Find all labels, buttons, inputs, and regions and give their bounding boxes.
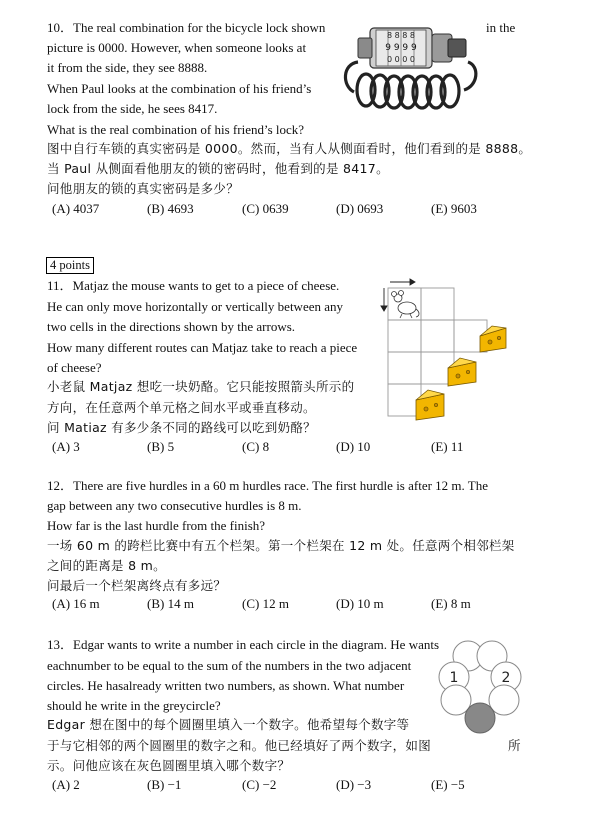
q11-option-b: (B) 5 (147, 439, 175, 454)
q11-text-line-1: 11．Matjaz the mouse wants to get to a piece of cheese. (47, 278, 340, 293)
q12-cn-line-1: 一场 60 m 的跨栏比赛中有五个栏架。第一个栏架在 12 m 处。任意两个相邻栏架 (47, 538, 515, 553)
q10-option-d: (D) 0693 (336, 201, 384, 216)
q12-option-e: (E) 8 m (431, 596, 471, 611)
lock-digits-bot: 0 0 0 0 (387, 55, 415, 64)
q10-option-a: (A) 4037 (52, 201, 100, 216)
cheese-icon (480, 326, 506, 352)
points-label: 4 points (46, 257, 94, 274)
q10-option-e: (E) 9603 (431, 201, 477, 216)
q12-cn-line-3: 问最后一个栏架离终点有多远？ (47, 578, 227, 593)
q10-text-line-3: it from the side, they see 8888. (47, 60, 208, 75)
q12-option-c: (C) 12 m (242, 596, 289, 611)
q10-text-line-5: lock from the side, he sees 8417. (47, 101, 218, 116)
q10-text-line-4: When Paul looks at the combination of his friend’s (47, 81, 312, 96)
q13-cn-line-1: Edgar 想在图中的每个圆圈里填入一个数字。他希望每个数字等 (47, 717, 410, 732)
q12-option-d: (D) 10 m (336, 596, 384, 611)
q12-text-line-1: 12．There are five hurdles in a 60 m hurdles race. The first hurdle is after 12 m. The (47, 478, 489, 493)
q13-text-line-3: circles. He hasalready written two numbers, as shown. What number (47, 678, 405, 693)
q13-option-e: (E) −5 (431, 777, 465, 792)
q12-cn-line-2: 之间的距离是 8 m。 (47, 558, 166, 573)
q10-option-c: (C) 0639 (242, 201, 289, 216)
circle-label-1: 1 (449, 670, 459, 686)
circle-ring-diagram (434, 636, 524, 740)
mouse-cheese-grid (380, 276, 510, 426)
q10-cn-line-2: 当 Paul 从侧面看他朋友的锁的密码时，他看到的是 8417。 (47, 161, 389, 176)
q10-in-the: in the (486, 20, 516, 35)
q10-cn-line-3: 问他朋友的锁的真实密码是多少？ (47, 181, 240, 196)
q13-cn-line-3: 示。问他应该在灰色圆圈里填入哪个数字？ (47, 758, 291, 773)
q11-option-c: (C) 8 (242, 439, 270, 454)
q13-option-b: (B) −1 (147, 777, 182, 792)
q10-cn-line-1: 图中自行车锁的真实密码是 0000。然而，当有人从侧面看时，他们看到的是 8888。 (47, 141, 532, 156)
grey-circle (465, 703, 495, 733)
cheese-icon (448, 358, 476, 386)
q11-cn-line-2: 方向，在任意两个单元格之间水平或垂直移动。 (47, 400, 316, 415)
lock-digits-top: 8 8 8 8 (387, 31, 415, 40)
q13-option-a: (A) 2 (52, 777, 80, 792)
q12-text-line-2: gap between any two consecutive hurdles is 8 m. (47, 498, 302, 513)
q10-text-line-2: picture is 0000. However, when someone looks at (47, 40, 307, 55)
mouse-icon (392, 291, 420, 319)
q11-text-line-2: He can only move horizontally or vertically between any (47, 299, 344, 314)
q13-text-line-1: 13．Edgar wants to write a number in each circle in the diagram. He wants (47, 637, 440, 652)
q11-option-e: (E) 11 (431, 439, 464, 454)
q11-cn-line-3: 问 Matiaz 有多少条不同的路线可以吃到奶酪？ (47, 420, 316, 435)
q11-text-line-5: of cheese? (47, 360, 102, 375)
q10-text-line-6: What is the real combination of his friend’s lock? (47, 122, 305, 137)
q12-option-a: (A) 16 m (52, 596, 100, 611)
q12-text-line-3: How far is the last hurdle from the finish? (47, 518, 266, 533)
q11-option-d: (D) 10 (336, 439, 371, 454)
q13-cn-line-2: 于与它相邻的两个圆圈里的数字之和。他已经填好了两个数字，如图 (47, 738, 432, 753)
q10-option-b: (B) 4693 (147, 201, 194, 216)
q13-text-line-2: eachnumber to be equal to the sum of the numbers in the two adjacent (47, 658, 412, 673)
q12-option-b: (B) 14 m (147, 596, 194, 611)
q11-cn-line-1: 小老鼠 Matjaz 想吃一块奶酪。它只能按照箭头所示的 (47, 379, 355, 394)
bicycle-lock-image (340, 24, 480, 122)
q11-text-line-4: How many different routes can Matjaz take to reach a piece (47, 340, 358, 355)
q11-text-line-3: two cells in the directions shown by the arrows. (47, 319, 296, 334)
q13-option-c: (C) −2 (242, 777, 277, 792)
lock-digits-mid: 9 9 9 9 (385, 43, 417, 53)
q13-option-d: (D) −3 (336, 777, 372, 792)
circle-label-2: 2 (501, 670, 511, 686)
q10-text-line-1: 10．The real combination for the bicycle lock shown (47, 20, 326, 35)
q13-text-line-4: should he write in the greycircle? (47, 698, 221, 713)
q13-cn-suffix: 所 (508, 738, 521, 753)
cheese-icon (416, 390, 444, 420)
q11-option-a: (A) 3 (52, 439, 80, 454)
